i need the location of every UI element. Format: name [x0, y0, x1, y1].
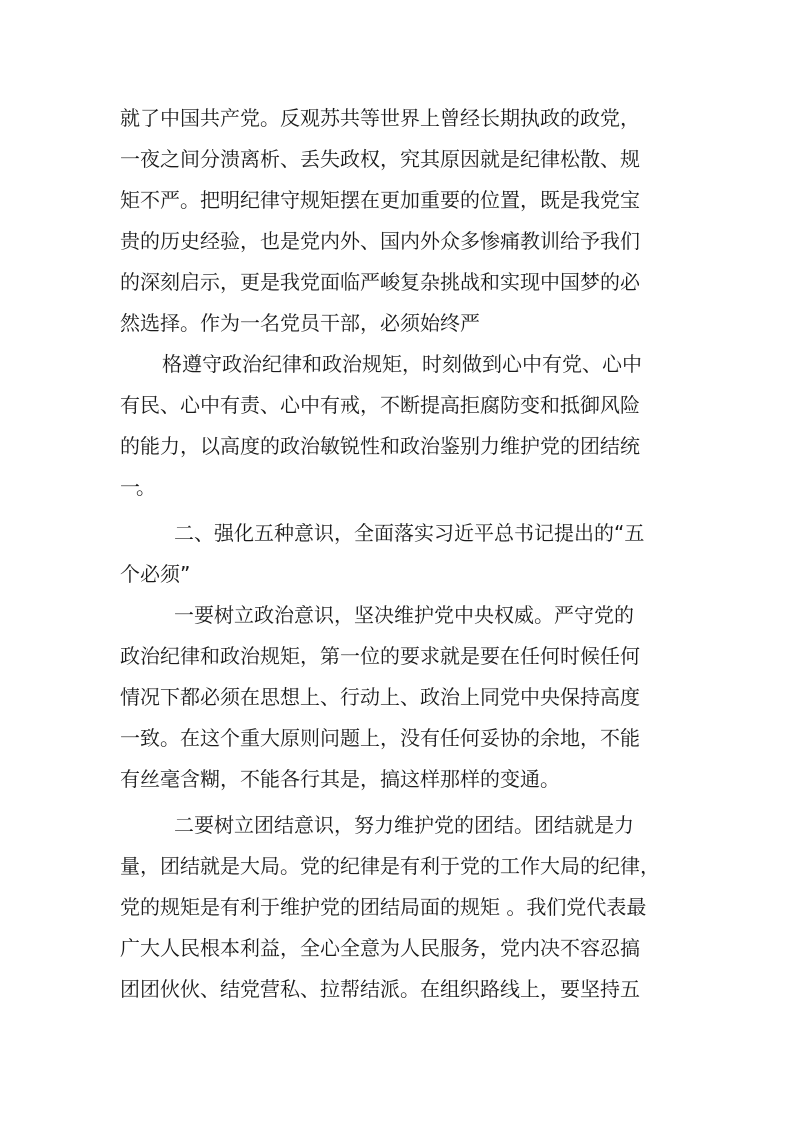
text-line: 的深刻启示，更是我党面临严峻复杂挑战和实现中国梦的必 — [120, 270, 640, 294]
text-line: 情况下都必须在思想上、行动上、政治上同党中央保持高度 — [120, 685, 640, 709]
section-heading: 个必须” — [120, 562, 191, 586]
text-line: 广大人民根本利益，全心全意为人民服务，党内决不容忍搞 — [120, 936, 640, 960]
text-line: 有民、心中有责、心中有戒，不断提高拒腐防变和抵御风险 — [120, 393, 640, 417]
text-line: 贵的历史经验，也是党内外、国内外众多惨痛教训给予我们 — [120, 229, 640, 253]
text-line: 格遵守政治纪律和政治规矩，时刻做到心中有党、心中 — [162, 352, 642, 376]
text-line: 量，团结就是大局。党的纪律是有利于党的工作大局的纪律， — [120, 854, 660, 878]
text-line: 有丝毫含糊，不能各行其是，搞这样那样的变通。 — [120, 767, 560, 791]
text-line: 一要树立政治意识，坚决维护党中央权威。严守党的 — [174, 603, 634, 627]
text-line: 一。 — [120, 475, 152, 499]
text-line: 党的规矩是有利于维护党的团结局面的规矩 。我们党代表最 — [120, 895, 647, 919]
text-line: 团团伙伙、结党营私、拉帮结派。在组织路线上，要坚持五 — [120, 977, 640, 1001]
text-line: 政治纪律和政治规矩，第一位的要求就是要在任何时候任何 — [120, 644, 640, 668]
text-line: 二要树立团结意识，努力维护党的团结。团结就是力 — [174, 813, 634, 837]
text-line: 一致。在这个重大原则问题上，没有任何妥协的余地，不能 — [120, 726, 640, 750]
text-line: 就了中国共产党。反观苏共等世界上曾经长期执政的政党， — [120, 106, 640, 130]
section-heading: 二、强化五种意识，全面落实习近平总书记提出的“五 — [174, 521, 645, 545]
text-line: 然选择。作为一名党员干部，必须始终严 — [120, 311, 480, 335]
text-line: 矩不严。把明纪律守规矩摆在更加重要的位置，既是我党宝 — [120, 188, 640, 212]
text-line: 一夜之间分溃离析、丢失政权，究其原因就是纪律松散、规 — [120, 147, 640, 171]
text-line: 的能力，以高度的政治敏锐性和政治鉴别力维护党的团结统 — [120, 434, 640, 458]
